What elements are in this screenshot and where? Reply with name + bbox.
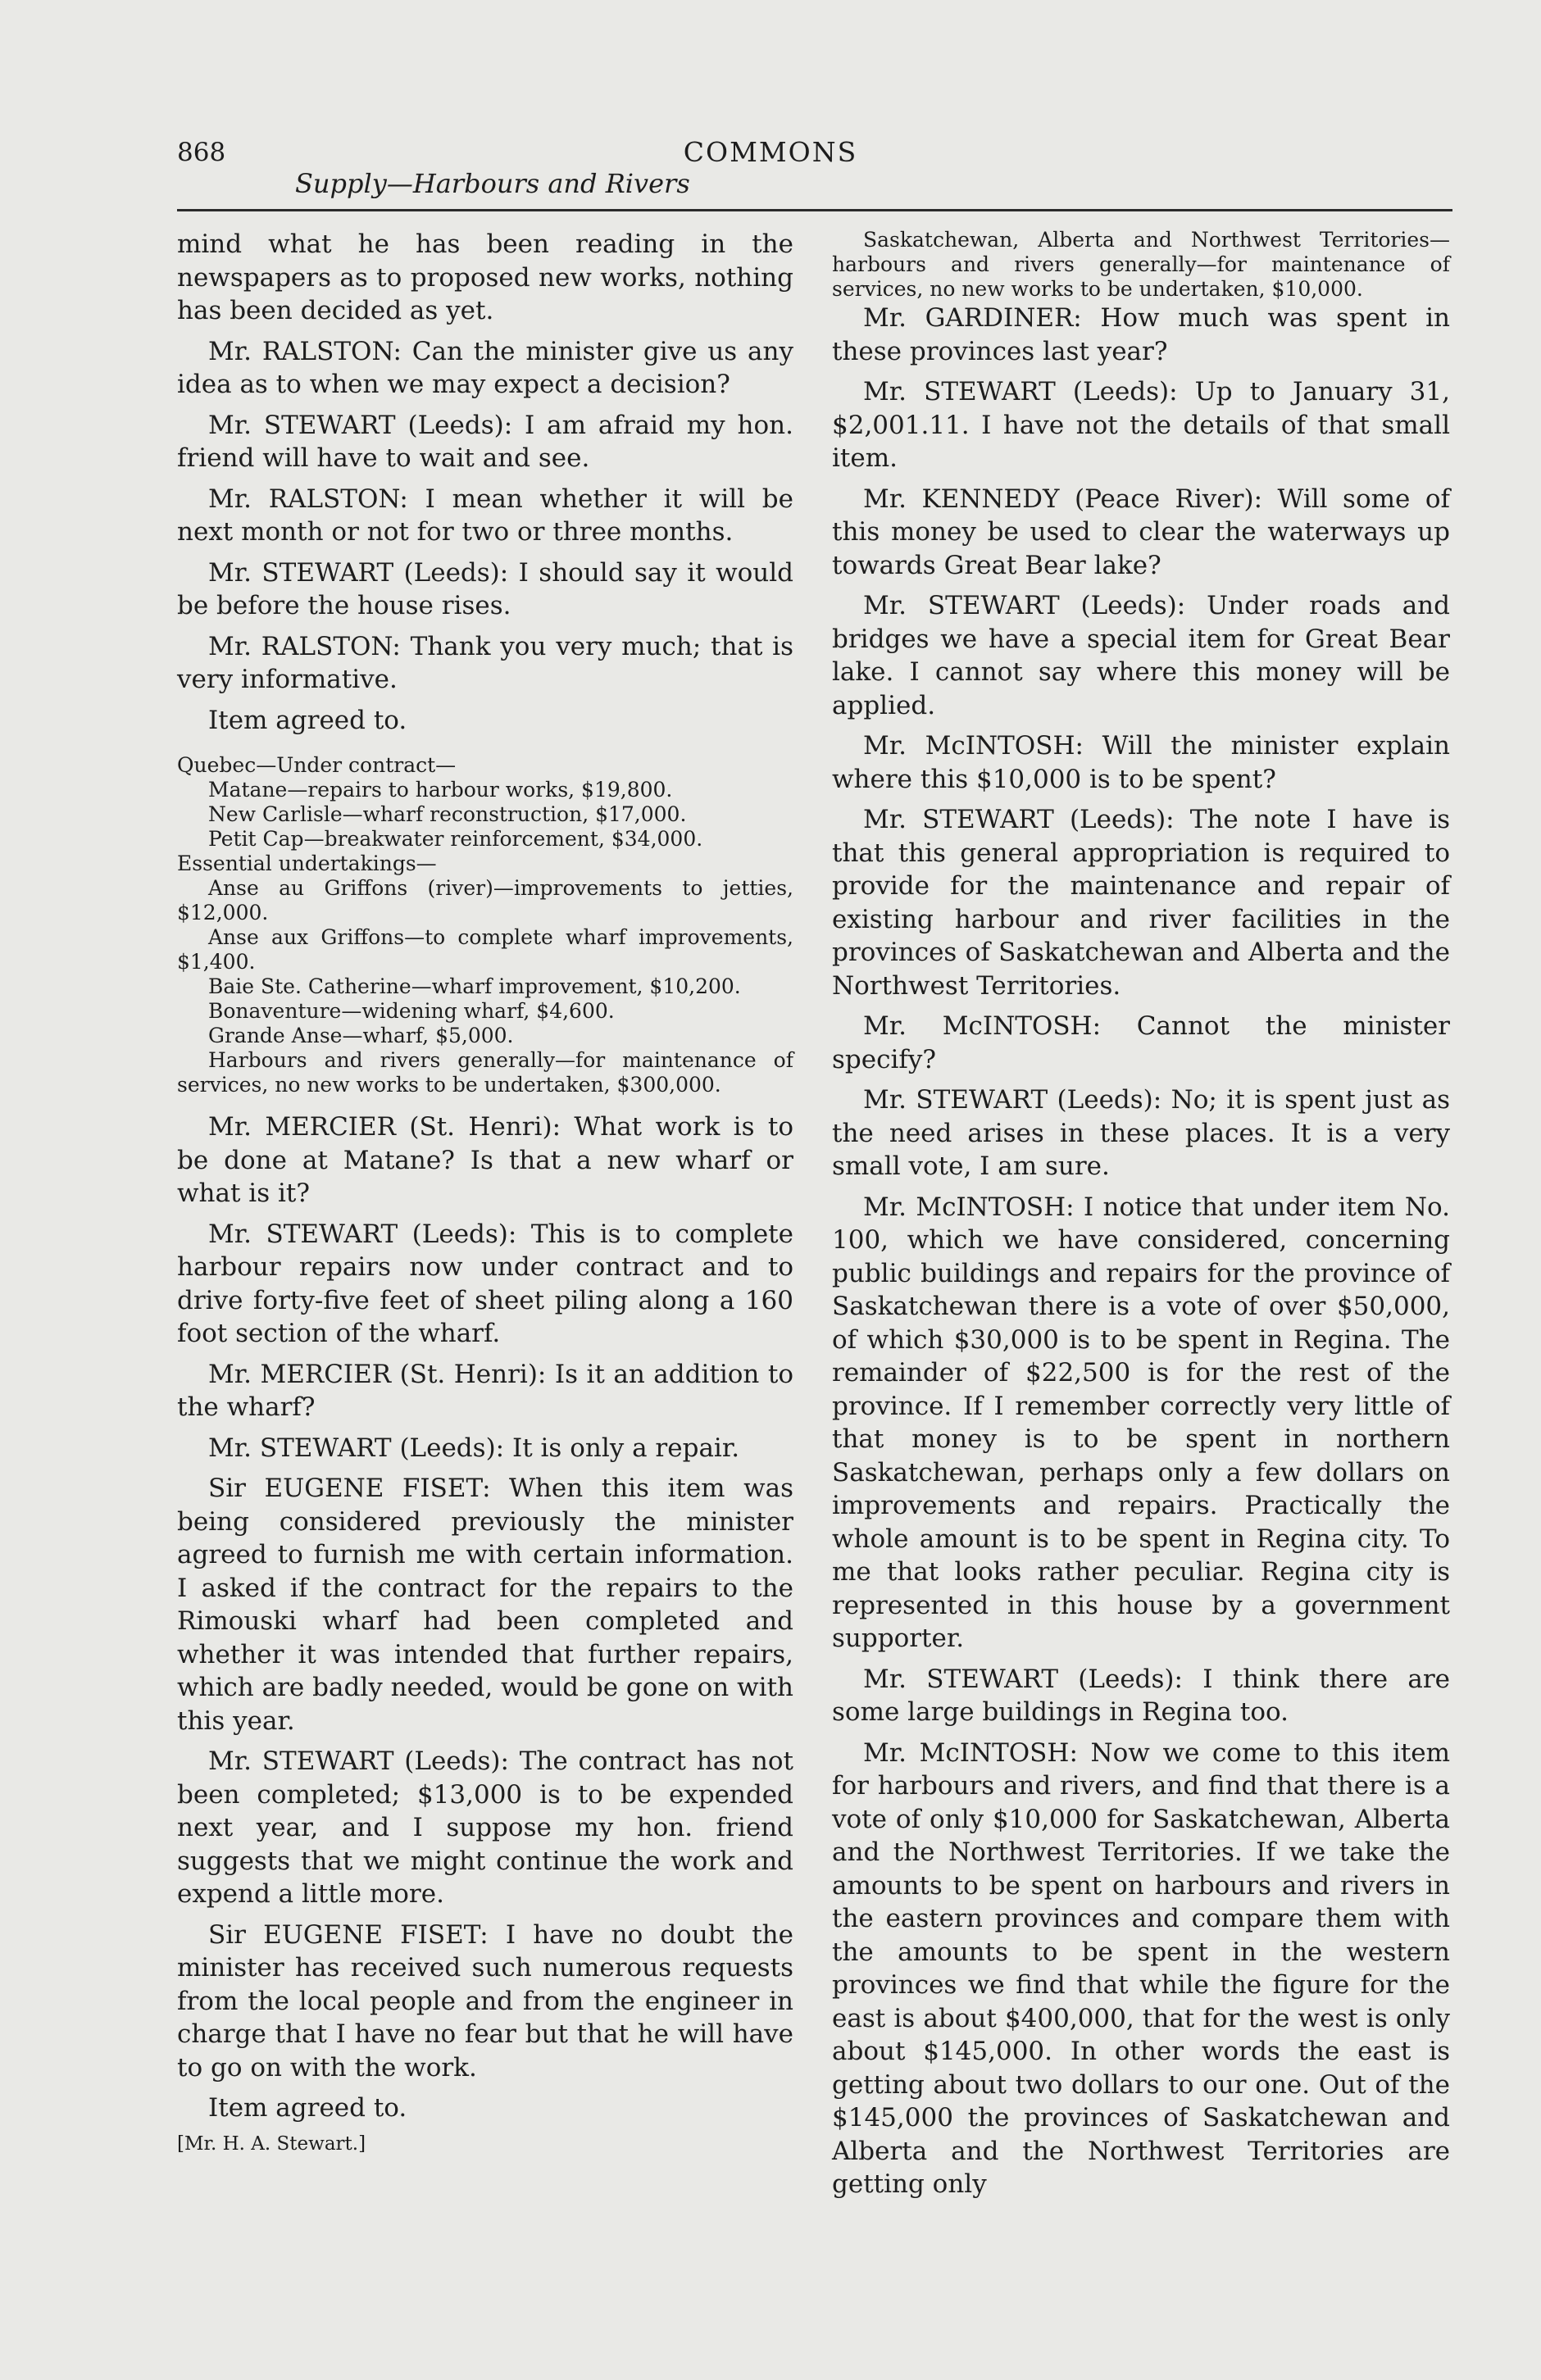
- page-number: 868: [177, 138, 226, 167]
- estimate-line: Matane—repairs to harbour works, $19,800.: [208, 778, 673, 802]
- estimate-line: New Carlisle—wharf reconstruction, $17,000.: [208, 802, 687, 826]
- paragraph: Mr. RALSTON: I mean whether it will be next month or not for two or three months.: [177, 484, 793, 547]
- paragraph: Mr. McINTOSH: I notice that under item No. 100, which we have considered, concerning public buildings and repairs for the province of Saskatchewan there is a vote of over $50,000, of which $30,000 is to be spent in Regina. The remainder of $22,500 is for the rest of the province. If I remember correctly very little of that money is to be spent in northern Saskatchewan, perhaps only a few dollars on improvements and repairs. Practically the whole amount is to be spent in Regina city. To me that looks rather peculiar. Regina city is represented in this house by a government supporter.: [832, 1192, 1450, 1653]
- paragraph: Item agreed to.: [208, 705, 407, 735]
- section-heading: Supply—Harbours and Rivers: [295, 168, 690, 199]
- paragraph: Item agreed to.: [208, 2093, 407, 2123]
- paragraph: Mr. STEWART (Leeds): No; it is spent just as the need arises in these places. It is a very small vote, I am sure.: [832, 1085, 1450, 1181]
- paragraph: Sir EUGENE FISET: I have no doubt the minister has received such numerous requests from the local people and from the engineer in charge that I have no fear but that he will have to go on with the work.: [177, 1919, 793, 2082]
- footer-note: [Mr. H. A. Stewart.]: [177, 2132, 366, 2155]
- paragraph: Mr. McINTOSH: Will the minister explain where this $10,000 is to be spent?: [832, 731, 1450, 794]
- paragraph: Mr. KENNEDY (Peace River): Will some of this money be used to clear the waterways up towards Great Bear lake?: [832, 484, 1450, 580]
- estimate-line: Grande Anse—wharf, $5,000.: [208, 1024, 514, 1047]
- paragraph: Mr. RALSTON: Can the minister give us any idea as to when we may expect a decision?: [177, 336, 793, 399]
- estimate-line: Petit Cap—breakwater reinforcement, $34,000.: [208, 827, 703, 851]
- running-head: COMMONS: [683, 136, 858, 168]
- estimate-line: Harbours and rivers generally—for maintenance of services, no new works to be undertaken, $300,000.: [177, 1048, 793, 1097]
- paragraph: Mr. STEWART (Leeds): I should say it would be before the house rises.: [177, 557, 793, 620]
- paragraph: mind what he has been reading in the newspapers as to proposed new works, nothing has been decided as yet.: [177, 229, 793, 325]
- paragraph: Mr. RALSTON: Thank you very much; that is very informative.: [177, 631, 793, 694]
- left-column: [177, 228, 793, 2155]
- paragraph: Mr. STEWART (Leeds): Up to January 31, $2,001.11. I have not the details of that small item.: [832, 377, 1450, 473]
- paragraph: Mr. STEWART (Leeds): I am afraid my hon. friend will have to wait and see.: [177, 410, 793, 473]
- right-column: [832, 228, 1450, 2209]
- estimate-line: Essential undertakings—: [177, 852, 437, 875]
- estimate-line: Quebec—Under contract—: [177, 753, 457, 777]
- paragraph: Mr. STEWART (Leeds): This is to complete harbour repairs now under contract and to drive forty-five feet of sheet piling along a 160 foot section of the wharf.: [177, 1219, 793, 1348]
- paragraph: Mr. STEWART (Leeds): The note I have is that this general appropriation is required to provide for the maintenance and repair of existing harbour and river facilities in the provinces of Saskatchewan and Alberta and the Northwest Territories.: [832, 805, 1450, 1001]
- paragraph: Mr. STEWART (Leeds): I think there are some large buildings in Regina too.: [832, 1664, 1450, 1727]
- estimate-line: Bonaventure—widening wharf, $4,600.: [208, 999, 615, 1023]
- header-rule: [177, 209, 1452, 211]
- paragraph: Mr. McINTOSH: Cannot the minister specify?: [832, 1011, 1450, 1074]
- paragraph: Mr. STEWART (Leeds): Under roads and bridges we have a special item for Great Bear lake. I cannot say where this money will be applied.: [832, 591, 1450, 720]
- paragraph: Mr. GARDINER: How much was spent in these provinces last year?: [832, 303, 1450, 366]
- estimate-line: Anse aux Griffons—to complete wharf improvements, $1,400.: [177, 925, 793, 974]
- paragraph: Mr. STEWART (Leeds): The contract has not been completed; $13,000 is to be expended next year, and I suppose my hon. friend suggests that we might continue the work and expend a little more.: [177, 1746, 793, 1909]
- estimate-line: Baie Ste. Catherine—wharf improvement, $10,200.: [208, 974, 741, 998]
- paragraph: Mr. McINTOSH: Now we come to this item for harbours and rivers, and find that there is a vote of only $10,000 for Saskatchewan, Alberta and the Northwest Territories. If we take the amounts to be spent on harbours and rivers in the eastern provinces and compare them with the amounts to be spent in the western provinces we find that while the figure for the east is about $400,000, that for the west is only about $145,000. In other words the east is getting about two dollars to our one. Out of the $145,000 the provinces of Saskatchewan and Alberta and the Northwest Territories are getting only: [832, 1737, 1450, 2199]
- estimate-line: Anse au Griffons (river)—improvements to jetties, $12,000.: [177, 876, 793, 924]
- paragraph: Mr. MERCIER (St. Henri): Is it an addition to the wharf?: [177, 1359, 793, 1422]
- estimate-line: Saskatchewan, Alberta and Northwest Territories—harbours and rivers generally—for maintenance of services, no new works to be undertaken, $10,000.: [832, 228, 1450, 301]
- paragraph: Sir EUGENE FISET: When this item was being considered previously the minister agreed to furnish me with certain information. I asked if the contract for the repairs to the Rimouski wharf had been completed and whether it was intended that further repairs, which are badly needed, would be gone on with this year.: [177, 1474, 793, 1736]
- paragraph: Mr. MERCIER (St. Henri): What work is to be done at Matane? Is that a new wharf or what is it?: [177, 1112, 793, 1208]
- paragraph: Mr. STEWART (Leeds): It is only a repair.: [208, 1433, 740, 1463]
